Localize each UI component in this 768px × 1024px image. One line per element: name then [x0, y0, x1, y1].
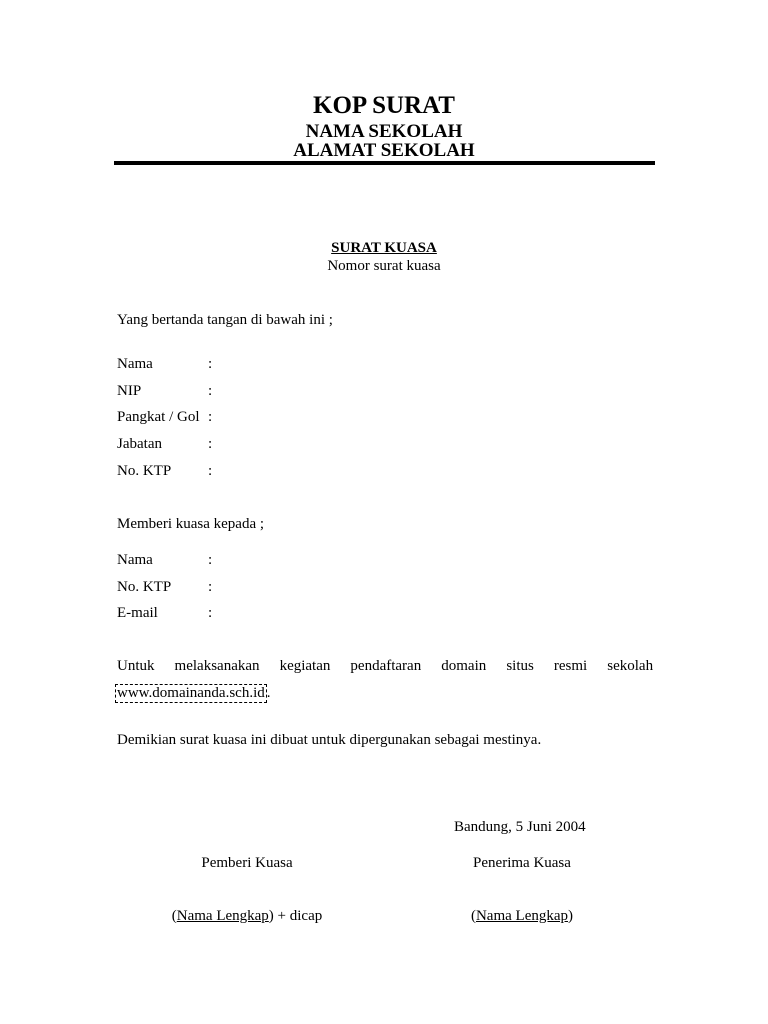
grantor-field-label-jabatan: Jabatan	[117, 436, 162, 452]
closing-statement: Demikian surat kuasa ini dibuat untuk dipergunakan sebagai mestinya.	[117, 732, 542, 748]
grantor-field-colon: :	[208, 436, 213, 452]
grantor-field-colon: :	[208, 356, 213, 372]
grantee-field-colon: :	[208, 579, 213, 595]
grantor-field-label-nip: NIP	[117, 383, 142, 399]
grantee-field-colon: :	[208, 552, 213, 568]
purpose-word: Untuk	[117, 658, 155, 674]
purpose-end-mark: .	[266, 685, 271, 701]
grantee-field-label-email: E-mail	[117, 605, 158, 621]
signature-suffix: )	[568, 908, 574, 924]
purpose-word: sekolah	[607, 658, 654, 674]
grantee-field-colon: :	[208, 605, 213, 621]
purpose-word: situs	[506, 658, 534, 674]
domain-link[interactable]: www.domainanda.sch.id	[117, 685, 265, 701]
purpose-word: pendaftaran	[350, 658, 422, 674]
purpose-domain-line	[115, 684, 271, 703]
grantee-field-label-nama: Nama	[117, 552, 153, 568]
purpose-word: melaksanakan	[174, 658, 260, 674]
purpose-line	[117, 658, 653, 675]
grantor-signature-role: Pemberi Kuasa	[201, 855, 293, 871]
paren: (	[470, 908, 476, 924]
grantor-full-name: Nama Lengkap	[176, 908, 269, 924]
grantee-signature-name-line	[422, 908, 622, 925]
purpose-word: resmi	[553, 658, 588, 674]
letterhead-divider	[114, 161, 655, 165]
grantor-field-label-nama: Nama	[117, 356, 153, 372]
purpose-word: domain	[441, 658, 487, 674]
grantee-intro: Memberi kuasa kepada ;	[117, 516, 265, 532]
school-address: ALAMAT SEKOLAH	[293, 140, 475, 161]
letterhead-title: KOP SURAT	[313, 92, 455, 119]
grantor-field-label-ktp: No. KTP	[117, 463, 172, 479]
letter-title: SURAT KUASA	[331, 240, 437, 256]
grantor-field-colon: :	[208, 463, 213, 479]
grantee-field-label-ktp: No. KTP	[117, 579, 172, 595]
place-date: Bandung, 5 Juni 2004	[454, 819, 586, 835]
grantor-signature-name-line	[0, 908, 494, 925]
grantee-full-name: Nama Lengkap	[475, 908, 569, 924]
signature-suffix: ) + dicap	[268, 908, 323, 924]
grantor-field-label-pangkat: Pangkat / Gol	[117, 409, 200, 425]
school-name: NAMA SEKOLAH	[305, 121, 463, 142]
grantee-signature-role: Penerima Kuasa	[473, 855, 571, 871]
grantor-field-colon: :	[208, 383, 213, 399]
letter-number: Nomor surat kuasa	[327, 258, 441, 274]
grantor-field-colon: :	[208, 409, 213, 425]
paren: (	[171, 908, 177, 924]
purpose-word: kegiatan	[279, 658, 331, 674]
grantor-intro: Yang bertanda tangan di bawah ini ;	[117, 312, 333, 328]
